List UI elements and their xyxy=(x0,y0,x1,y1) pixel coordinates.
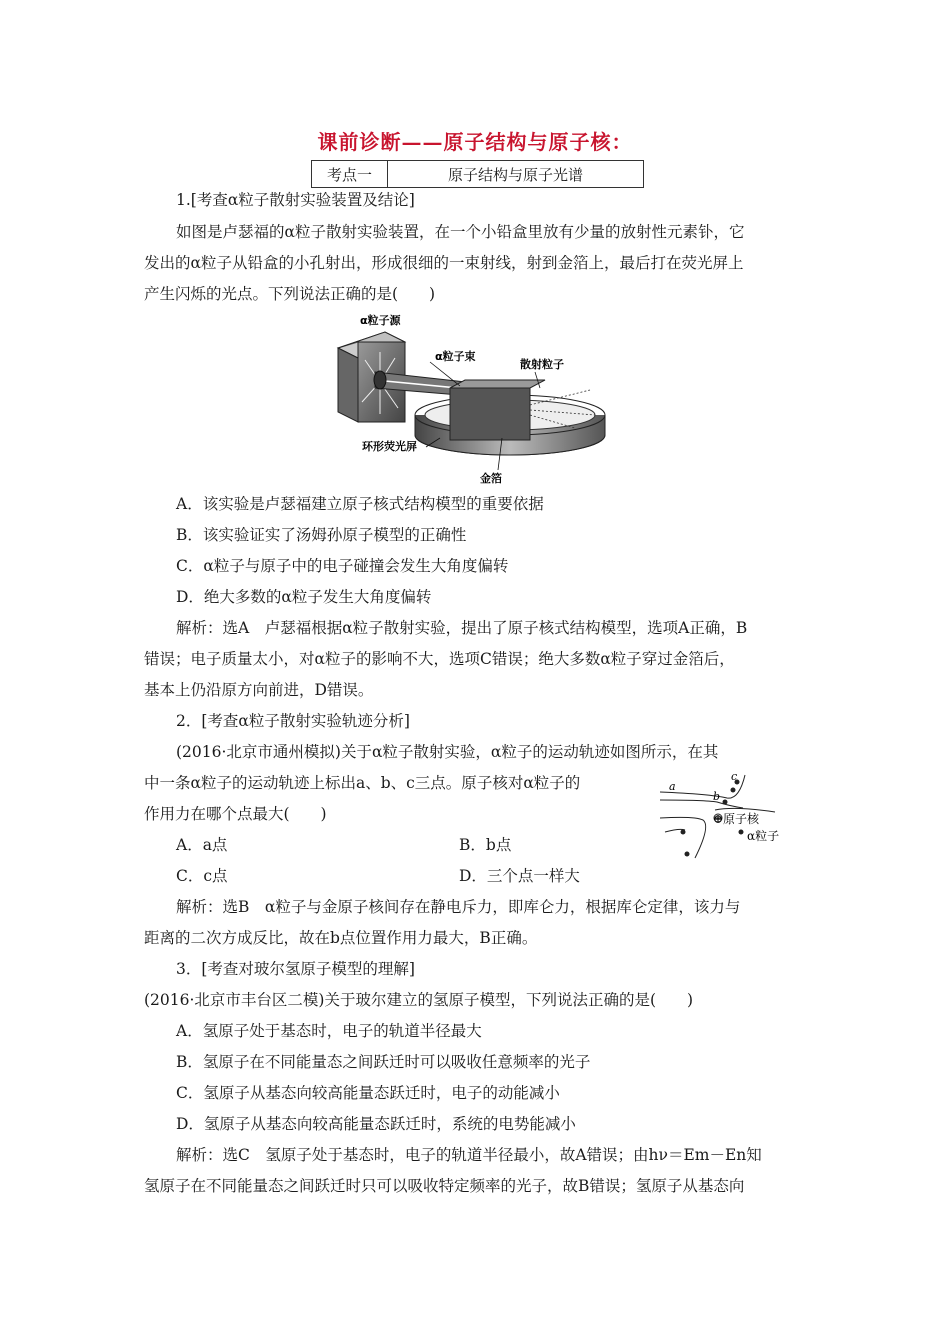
topic-name: 原子结构与原子光谱 xyxy=(388,161,644,188)
q2-heading: 2．[考查α粒子散射实验轨迹分析] xyxy=(176,712,410,730)
q2-stem-line: 作用力在哪个点最大( ) xyxy=(144,805,327,823)
q3-heading: 3．[考查对玻尔氢原子模型的理解] xyxy=(176,960,415,978)
q2-option-a: A．a点 xyxy=(176,836,228,854)
q1-analysis-line: 解析：选A 卢瑟福根据α粒子散射实验，提出了原子核式结构模型，选项A正确，B xyxy=(176,619,748,637)
topic-label: 考点一 xyxy=(312,161,388,188)
q1-option-b: B．该实验证实了汤姆孙原子模型的正确性 xyxy=(176,526,467,544)
q2-stem-line: 中一条α粒子的运动轨迹上标出a、b、c三点。原子核对α粒子的 xyxy=(144,774,581,792)
q3-option-a: A．氢原子处于基态时，电子的轨道半径最大 xyxy=(176,1022,482,1040)
label-beam: α粒子束 xyxy=(435,350,476,363)
label-source: α粒子源 xyxy=(360,314,401,327)
point-a-label: a xyxy=(669,780,676,793)
q1-stem-line: 发出的α粒子从铅盒的小孔射出，形成很细的一束射线，射到金箔上，最后打在荧光屏上 xyxy=(144,254,744,272)
q1-option-c: C．α粒子与原子中的电子碰撞会发生大角度偏转 xyxy=(176,557,509,575)
q2-option-d: D．三个点一样大 xyxy=(459,867,580,885)
q3-option-c: C．氢原子从基态向较高能量态跃迁时，电子的动能减小 xyxy=(176,1084,560,1102)
label-scatter: 散射粒子 xyxy=(520,358,564,371)
page-title: 课前诊断——原子结构与原子核： xyxy=(317,130,633,154)
point-c-label: c xyxy=(731,770,738,783)
q3-stem: (2016·北京市丰台区二模)关于玻尔建立的氢原子模型，下列说法正确的是( ) xyxy=(144,991,694,1009)
q1-stem-line: 如图是卢瑟福的α粒子散射实验装置，在一个小铅盒里放有少量的放射性元素钋，它 xyxy=(176,223,745,241)
q3-option-b: B．氢原子在不同能量态之间跃迁时可以吸收任意频率的光子 xyxy=(176,1053,591,1071)
alpha-label: α粒子 xyxy=(747,829,780,843)
q2-analysis-line: 解析：选B α粒子与金原子核间存在静电斥力，即库仑力，根据库仑定律，该力与 xyxy=(176,898,741,916)
label-screen: 环形荧光屏 xyxy=(362,440,417,453)
topic-tag xyxy=(311,160,644,188)
q1-analysis-line: 基本上仍沿原方向前进，D错误。 xyxy=(144,681,374,699)
q1-stem-line: 产生闪烁的光点。下列说法正确的是( ) xyxy=(144,285,436,303)
q2-stem-line: (2016·北京市通州模拟)关于α粒子散射实验，α粒子的运动轨迹如图所示，在其 xyxy=(176,743,719,761)
q2-option-b: B．b点 xyxy=(459,836,512,854)
q1-option-d: D．绝大多数的α粒子发生大角度偏转 xyxy=(176,588,432,606)
q2-option-c: C．c点 xyxy=(176,867,228,885)
q1-heading: 1.[考查α粒子散射实验装置及结论] xyxy=(176,191,415,209)
alpha-trajectory-figure xyxy=(655,770,795,862)
q3-analysis-line: 解析：选C 氢原子处于基态时，电子的轨道半径最小，故A错误；由hν＝Em－En知 xyxy=(176,1146,762,1164)
rutherford-apparatus-figure xyxy=(330,310,630,490)
point-b-label: b xyxy=(713,790,721,803)
q1-option-a: A．该实验是卢瑟福建立原子核式结构模型的重要依据 xyxy=(176,495,544,513)
q2-analysis-line: 距离的二次方成反比，故在b点位置作用力最大，B正确。 xyxy=(144,929,538,947)
label-foil: 金箔 xyxy=(480,472,502,485)
q3-option-d: D．氢原子从基态向较高能量态跃迁时，系统的电势能减小 xyxy=(176,1115,576,1133)
nucleus-label: ⊕原子核 xyxy=(713,812,760,826)
q3-analysis-line: 氢原子在不同能量态之间跃迁时只可以吸收特定频率的光子，故B错误；氢原子从基态向 xyxy=(144,1177,745,1195)
q1-analysis-line: 错误；电子质量太小，对α粒子的影响不大，选项C错误；绝大多数α粒子穿过金箔后， xyxy=(144,650,735,668)
